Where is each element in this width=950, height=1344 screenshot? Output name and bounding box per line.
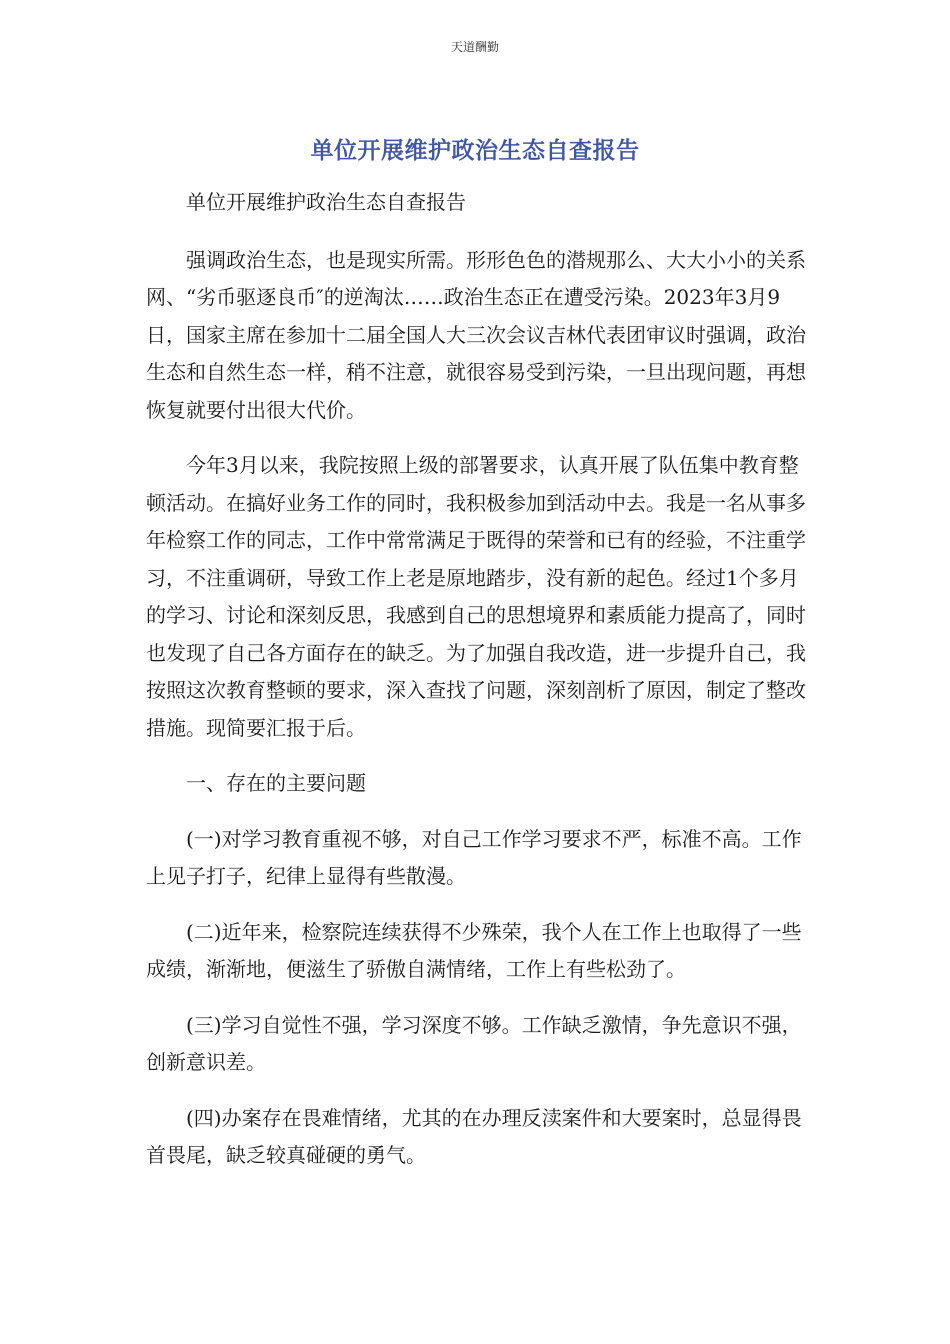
list-item: (四)办案存在畏难情绪，尤其的在办理反渎案件和大要案时，总显得畏首畏尾，缺乏较真碰硬的勇气。 [146,1105,802,1167]
body-paragraph: 今年3月以来，我院按照上级的部署要求，认真开展了队伍集中教育整顿活动。在搞好业务工作的同时，我积极参加到活动中去。我是一名从事多年检察工作的同志，工作中常常满足于既得的荣誉和已有的经验，不注重学习，不注重调研，导致工作上老是原地踏步，没有新的起色。经过1个多月的学习、讨论和深刻反思，我感到自己的思想境界和素质能力提高了，同时也发现了自己各方面存在的缺乏。为了加强自我改造，进一步提升自己，我按照这次教育整顿的要求，深入查找了问题，深刻剖析了原因，制定了整改措施。现简要汇报于后。 [146,453,806,740]
body-paragraph: 强调政治生态，也是现实所需。形形色色的潜规那么、大大小小的关系网、“劣币驱逐良币″的逆淘汰……政治生态正在遭受污染。2023年3月9日，国家主席在参加十二届全国人大三次会议吉林代表团审议时强调，政治生态和自然生态一样，稍不注意，就很容易受到污染，一旦出现问题，再想恢复就要付出很大代价。 [146,247,806,422]
list-item: (一)对学习教育重视不够，对自己工作学习要求不严，标准不高。工作上见子打子，纪律上显得有些散漫。 [146,826,802,888]
subtitle-paragraph: 单位开展维护政治生态自查报告 [186,190,466,214]
list-item: (二)近年来，检察院连续获得不少殊荣，我个人在工作上也取得了一些成绩，渐渐地，便滋生了骄傲自满情绪，工作上有些松劲了。 [146,919,802,981]
document-title: 单位开展维护政治生态自查报告 [310,138,640,164]
page-header: 天道酬勤 [450,40,499,54]
document-body [146,184,818,1193]
section-heading: 一、存在的主要问题 [186,771,366,795]
list-item: (三)学习自觉性不强，学习深度不够。工作缺乏激情，争先意识不强，创新意识差。 [146,1012,802,1074]
